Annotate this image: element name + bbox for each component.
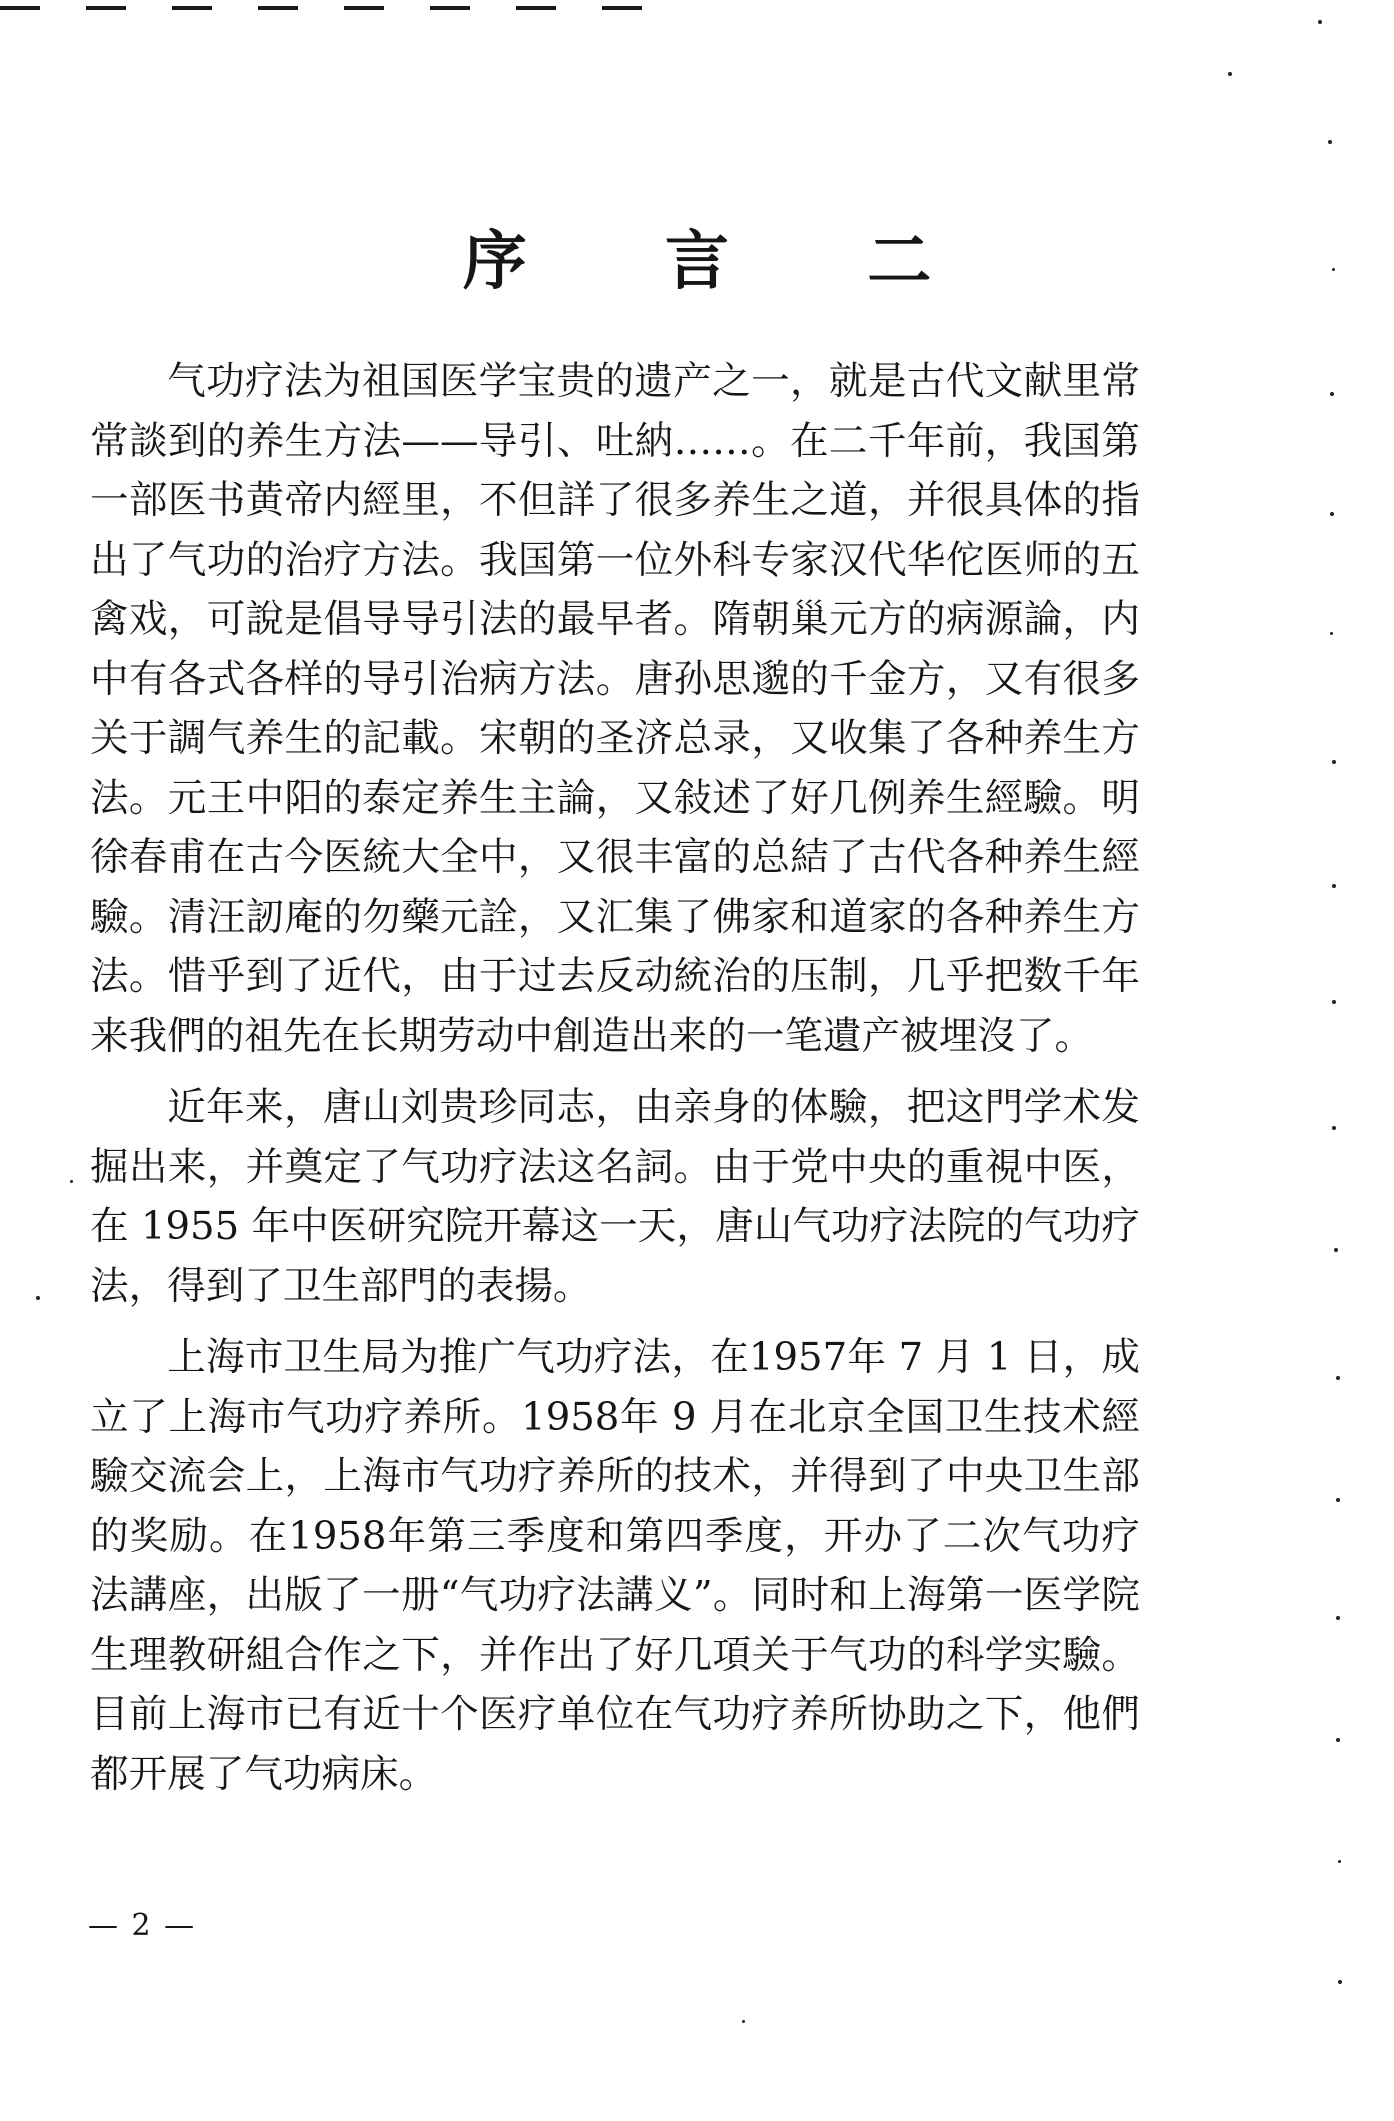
paragraph-1: 气功疗法为祖国医学宝贵的遗产之一，就是古代文献里常常談到的养生方法——导引、吐納……。在二千年前，我国第一部医书黄帝内經里，不但詳了很多养生之道，并很具体的指出了气功的治疗方法。我国第一位外科专家汉代华佗医师的五禽戏，可說是倡导导引法的最早者。隋朝巢元方的病源論，内中有各式各样的导引治病方法。唐孙思邈的千金方，又有很多关于調气养生的記載。宋朝的圣济总录，又收集了各种养生方法。元王中阳的泰定养生主論，又敍述了好几例养生經驗。明徐春甫在古今医統大全中，又很丰富的总結了古代各种养生經驗。清汪訒庵的勿藥元詮，又汇集了佛家和道家的各种养生方法。惜乎到了近代，由于过去反动統治的压制，几乎把数千年来我們的祖先在长期劳动中創造出来的一笔遺产被埋沒了。 xyxy=(90,359,1140,1059)
page-number: — 2 — xyxy=(88,1908,197,1943)
scan-speck xyxy=(1336,1616,1340,1620)
paragraph-2: 近年来，唐山刘贵珍同志，由亲身的体驗，把这門学术发掘出来，并奠定了气功疗法这名詞。由于党中央的重視中医，在 1955 年中医研究院开幕这一天，唐山气功疗法院的气功疗法，得到了卫生部門的表揚。 xyxy=(90,1085,1140,1309)
scan-speck xyxy=(1318,20,1322,24)
scan-speck xyxy=(1332,760,1336,764)
scan-speck xyxy=(1330,512,1334,516)
scan-speck xyxy=(1336,1738,1340,1742)
scan-speck xyxy=(70,1180,73,1183)
scan-speck xyxy=(1332,1000,1336,1004)
scan-speck xyxy=(1332,268,1335,271)
scan-speck xyxy=(1338,1860,1341,1863)
body-text xyxy=(90,352,1140,1816)
scan-speck xyxy=(1328,140,1332,144)
scan-speck xyxy=(1332,884,1336,888)
scan-speck xyxy=(1334,1248,1338,1252)
page-title: 序 言 二 xyxy=(462,224,990,299)
scan-speck xyxy=(1330,632,1333,635)
scan-speck xyxy=(1332,1126,1336,1130)
top-dashed-rule xyxy=(0,6,660,10)
scan-speck xyxy=(1338,1980,1342,1984)
scan-speck xyxy=(1330,392,1334,396)
scan-speck xyxy=(1336,1498,1340,1502)
scan-speck xyxy=(1336,1376,1340,1380)
scan-speck xyxy=(36,1296,40,1300)
scan-speck xyxy=(742,2020,745,2023)
scan-speck xyxy=(1228,72,1232,76)
paragraph-3: 上海市卫生局为推广气功疗法，在1957年 7 月 1 日，成立了上海市气功疗养所。1958年 9 月在北京全国卫生技术經驗交流会上，上海市气功疗养所的技术，并得到了中央卫生部的奖励。在1958年第三季度和第四季度，开办了二次气功疗法講座，出版了一册“气功疗法講义”。同时和上海第一医学院生理教研組合作之下，并作出了好几項关于气功的科学实驗。目前上海市已有近十个医疗单位在气功疗养所协助之下，他們都开展了气功病床。 xyxy=(90,1335,1140,1797)
